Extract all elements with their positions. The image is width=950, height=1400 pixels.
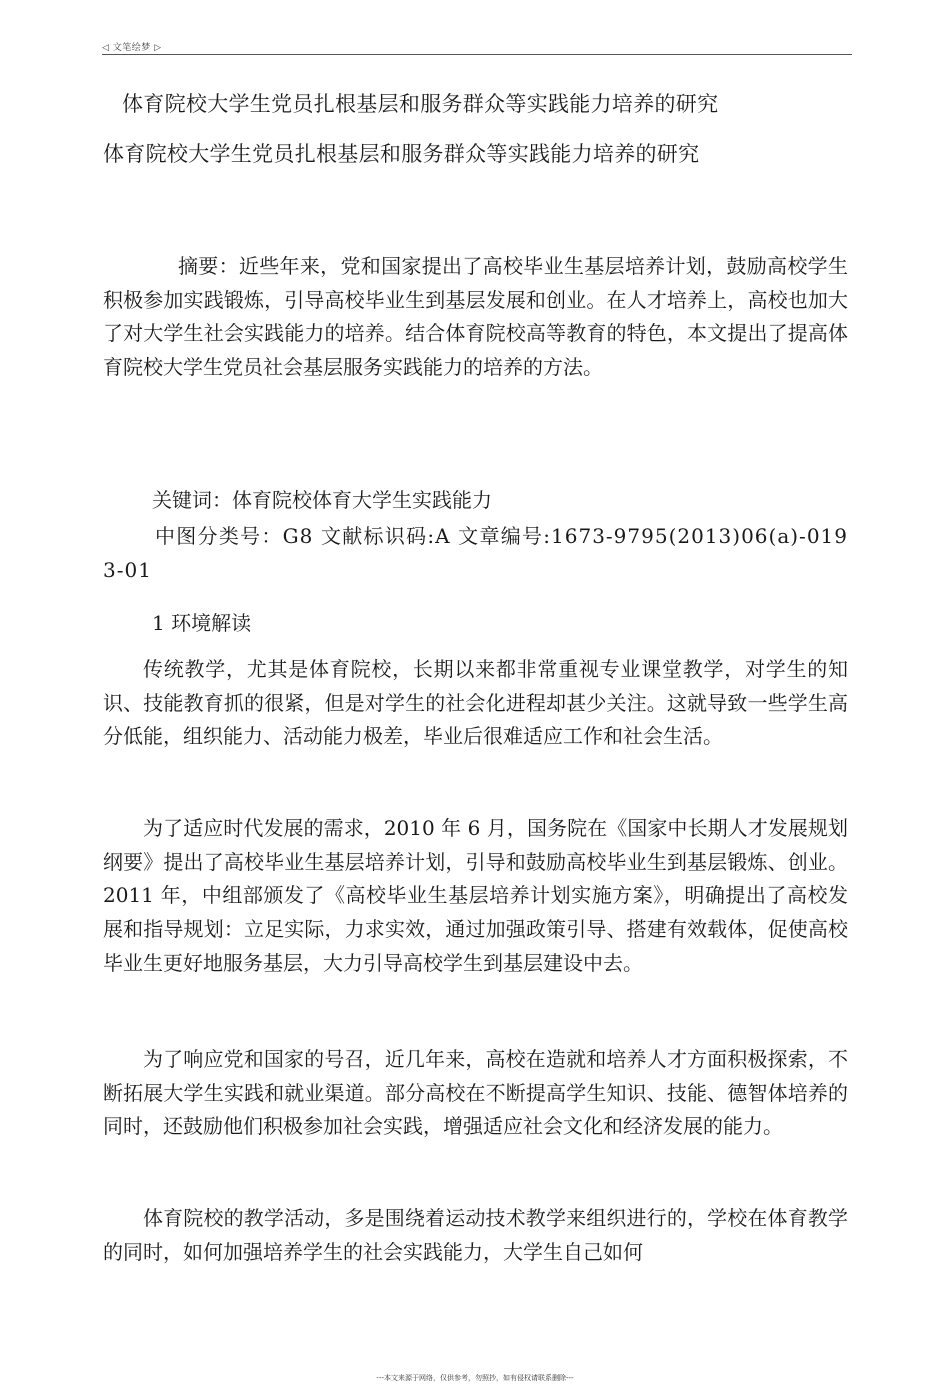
abstract-paragraph: 摘要：近些年来，党和国家提出了高校毕业生基层培养计划，鼓励高校学生积极参加实践锻炼，引导高校毕业生到基层发展和创业。在人才培养上，高校也加大了对大学生社会实践能力的培养。结合体育院校高等教育的特色，本文提出了提高体育院校大学生党员社会基层服务实践能力的培养的方法。	[103, 254, 848, 380]
body-paragraph-3: 为了响应党和国家的号召，近几年来，高校在造就和培养人才方面积极探索，不断拓展大学生实践和就业渠道。部分高校在不断提高学生知识、技能、德智体培养的同时，还鼓励他们积极参加社会实践，增强适应社会文化和经济发展的能力。	[103, 1047, 848, 1139]
footer-disclaimer: ---本文来源于网络，仅供参考，勿照抄，如有侵权请联系删除---	[376, 1374, 574, 1382]
document-subtitle: 体育院校大学生党员扎根基层和服务群众等实践能力培养的研究	[103, 142, 700, 166]
body-paragraph-4: 体育院校的教学活动，多是围绕着运动技术教学来组织进行的，学校在体育教学的同时，如何加强培养学生的社会实践能力，大学生自己如何	[103, 1206, 848, 1264]
header-divider	[102, 54, 852, 55]
header-mark: ◁ 文笔绘梦 ▷	[102, 43, 162, 53]
body-paragraph-1: 传统教学，尤其是体育院校，长期以来都非常重视专业课堂教学，对学生的知识、技能教育抓的很紧，但是对学生的社会化进程却甚少关注。这就导致一些学生高分低能，组织能力、活动能力极差，毕业后很难适应工作和社会生活。	[103, 657, 848, 749]
section-heading: 1 环境解读	[152, 611, 252, 635]
keywords-line: 关键词：体育院校体育大学生实践能力	[152, 488, 492, 512]
document-title: 体育院校大学生党员扎根基层和服务群众等实践能力培养的研究	[122, 92, 719, 116]
classification-line: 中图分类号：G8 文献标识码:A 文章编号:1673-9795(2013)06(a)-0193-01	[103, 524, 848, 582]
body-paragraph-2: 为了适应时代发展的需求，2010 年 6 月，国务院在《国家中长期人才发展规划纲要》提出了高校毕业生基层培养计划，引导和鼓励高校毕业生到基层锻炼、创业。2011 年，中组部颁发了《高校毕业生基层培养计划实施方案》，明确提出了高校发展和指导规划：立足实际，力求实效，通过加强政策引导、搭建有效载体，促使高校毕业生更好地服务基层，大力引导高校学生到基层建设中去。	[103, 816, 848, 975]
